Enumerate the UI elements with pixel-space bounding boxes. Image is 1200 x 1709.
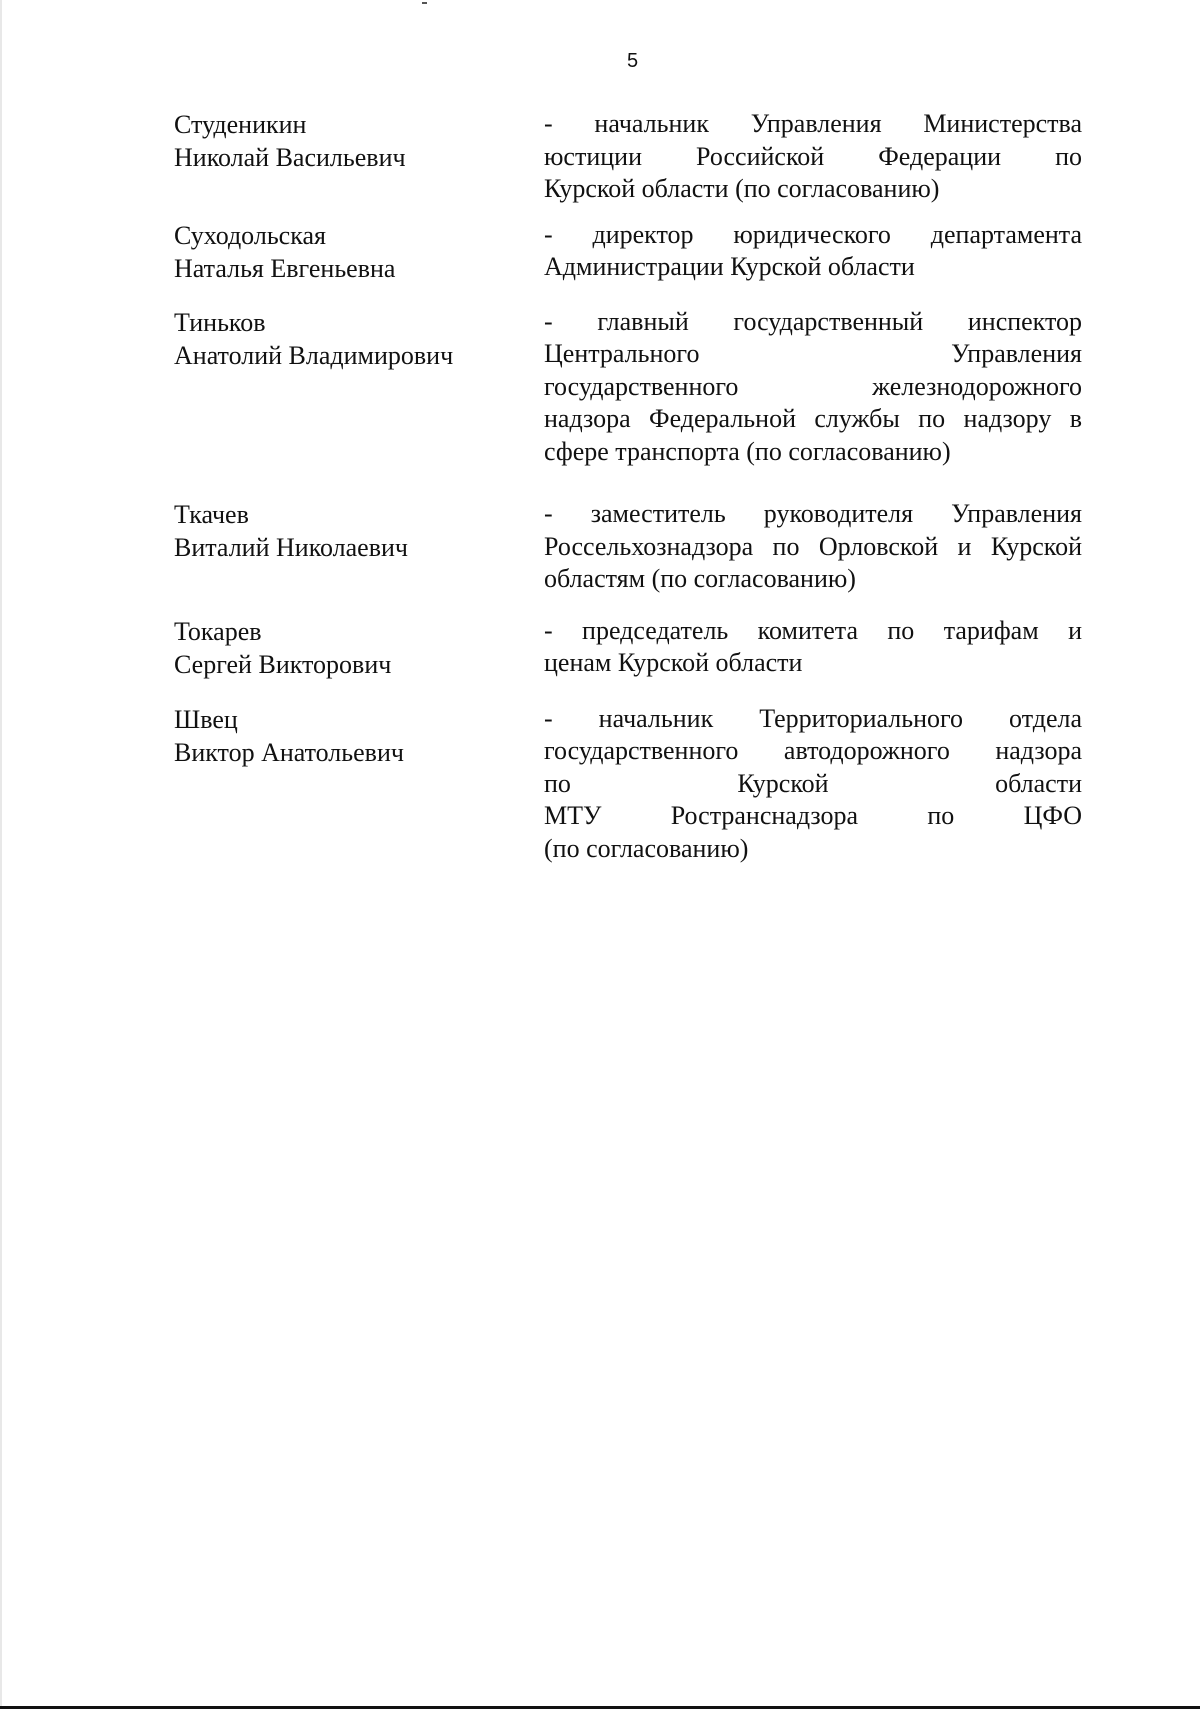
- member-given-names: Сергей Викторович: [174, 649, 392, 679]
- member-entry: [174, 615, 1082, 681]
- position-line: по Курской области: [544, 768, 1082, 798]
- position-line: юстиции Российской Федерации по: [544, 141, 1082, 171]
- position-line: государственного железнодорожного: [544, 371, 1082, 401]
- member-name: [174, 108, 544, 206]
- member-position: [544, 108, 1082, 206]
- member-given-names: Виталий Николаевич: [174, 533, 408, 562]
- member-entry: [174, 498, 1082, 596]
- position-line: - директор юридического департамента: [544, 219, 1082, 249]
- member-name: [174, 306, 544, 469]
- member-surname: Суходольская: [174, 220, 326, 250]
- position-line: государственного автодорожного надзора: [544, 736, 1082, 765]
- member-surname: Швец: [174, 704, 238, 734]
- position-line: надзора Федеральной службы по надзору в: [544, 404, 1082, 433]
- member-surname: Токарев: [174, 616, 262, 646]
- member-entry: [174, 703, 1082, 866]
- position-line: Центрального Управления: [544, 339, 1082, 368]
- member-given-names: Анатолий Владимирович: [174, 340, 454, 370]
- member-name: [174, 703, 544, 866]
- member-entry: [174, 219, 1082, 285]
- member-position: [544, 498, 1082, 596]
- member-surname: Ткачев: [174, 500, 249, 529]
- position-line: Администрации Курской области: [544, 252, 915, 281]
- position-line: (по согласованию): [544, 833, 749, 863]
- position-line: Курской области (по согласованию): [544, 174, 940, 203]
- position-line: ценам Курской области: [544, 648, 803, 677]
- member-surname: Студеникин: [174, 110, 307, 139]
- page-number: 5: [626, 50, 639, 72]
- member-entry: [174, 108, 1082, 206]
- member-list: [174, 108, 1082, 865]
- member-name: [174, 219, 544, 285]
- member-name: [174, 615, 544, 681]
- position-line: - начальник Управления Министерства: [544, 109, 1082, 138]
- member-position: [544, 703, 1082, 866]
- member-given-names: Наталья Евгеньевна: [174, 253, 396, 283]
- member-entry: [174, 306, 1082, 469]
- position-line: - заместитель руководителя Управления: [544, 499, 1082, 528]
- scan-top-mark: [422, 2, 427, 4]
- scan-left-edge: [0, 0, 2, 1709]
- member-given-names: Николай Васильевич: [174, 143, 406, 172]
- member-position: [544, 615, 1082, 681]
- member-surname: Тиньков: [174, 307, 266, 337]
- position-line: МТУ Ространснадзора по ЦФО: [544, 801, 1082, 830]
- position-line: - председатель комитета по тарифам и: [544, 615, 1082, 645]
- position-line: областям (по согласованию): [544, 564, 856, 593]
- position-line: сфере транспорта (по согласованию): [544, 436, 951, 466]
- position-line: - главный государственный инспектор: [544, 306, 1082, 336]
- position-line: - начальник Территориального отдела: [544, 703, 1082, 733]
- member-position: [544, 219, 1082, 285]
- member-position: [544, 306, 1082, 469]
- member-name: [174, 498, 544, 596]
- position-line: Россельхознадзора по Орловской и Курской: [544, 531, 1082, 561]
- member-given-names: Виктор Анатольевич: [174, 737, 404, 767]
